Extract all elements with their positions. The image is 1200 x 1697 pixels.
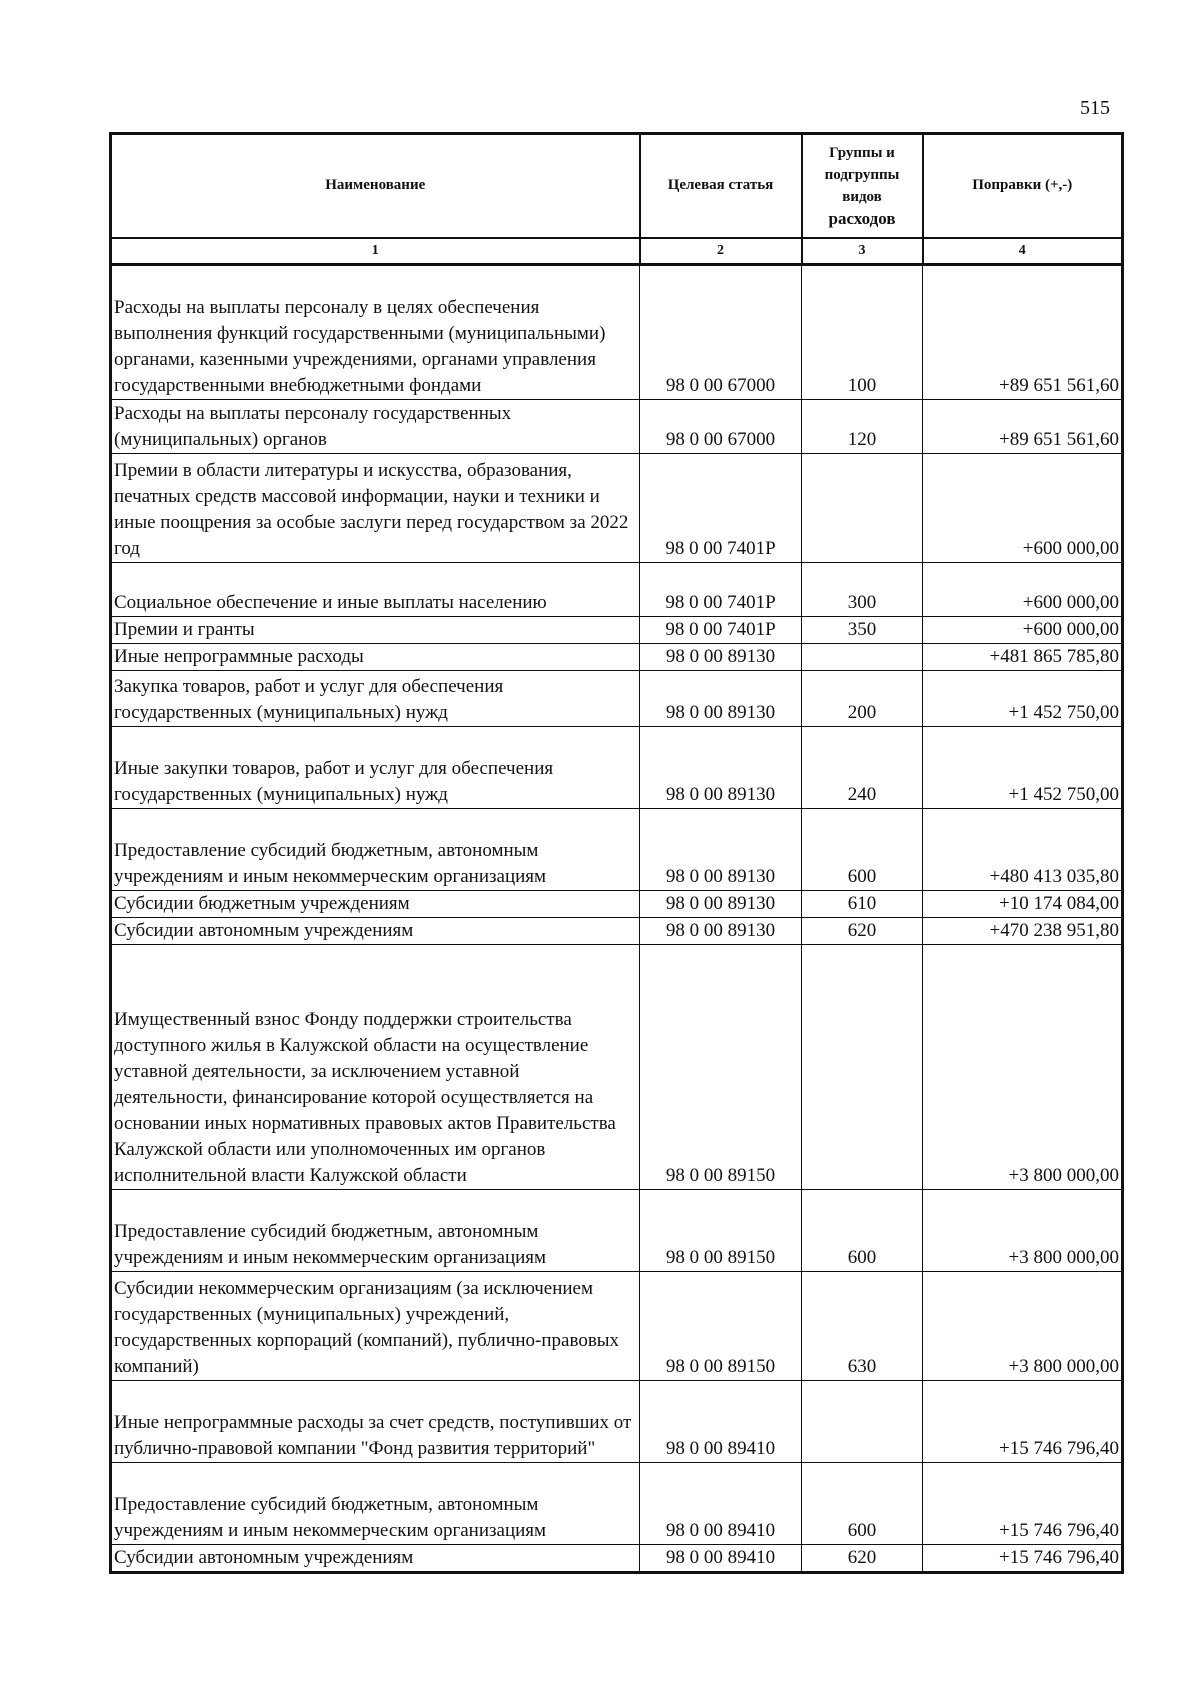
column-number: 2 [640,238,802,265]
row-amount: +89 651 561,60 [923,399,1123,453]
table-row [111,643,1123,670]
row-amount: +470 238 951,80 [923,917,1123,944]
row-code: 98 0 00 67000 [640,399,802,453]
table-row [111,944,1123,1189]
row-name: Социальное обеспечение и иные выплаты населению [111,562,640,616]
row-name: Предоставление субсидий бюджетным, автономным учреждениям и иным некоммерческим организациям [111,1462,640,1544]
row-name: Премии в области литературы и искусства, образования, печатных средств массовой информации, науки и техники и иные поощрения за особые заслуги перед государством за 2022 год [111,453,640,562]
row-code: 98 0 00 89410 [640,1544,802,1572]
row-name: Предоставление субсидий бюджетным, автономным учреждениям и иным некоммерческим организациям [111,1189,640,1271]
row-code: 98 0 00 89130 [640,890,802,917]
table-row [111,1271,1123,1380]
row-group: 620 [802,1544,923,1572]
row-code: 98 0 00 89410 [640,1380,802,1462]
table-row [111,562,1123,616]
row-code: 98 0 00 89130 [640,917,802,944]
row-amount: +480 413 035,80 [923,808,1123,890]
row-amount: +3 800 000,00 [923,1189,1123,1271]
column-number: 3 [802,238,923,265]
column-number: 4 [923,238,1123,265]
table-row [111,1380,1123,1462]
row-name: Премии и гранты [111,616,640,643]
row-amount: +600 000,00 [923,562,1123,616]
row-amount: +3 800 000,00 [923,944,1123,1189]
row-name: Иные непрограммные расходы [111,643,640,670]
row-code: 98 0 00 7401P [640,616,802,643]
row-code: 98 0 00 89130 [640,670,802,726]
row-code: 98 0 00 89130 [640,726,802,808]
table-header-row [111,134,1123,238]
row-group: 600 [802,1189,923,1271]
table-row [111,726,1123,808]
row-code: 98 0 00 89150 [640,1271,802,1380]
row-name: Иные закупки товаров, работ и услуг для обеспечения государственных (муниципальных) нужд [111,726,640,808]
row-name: Субсидии бюджетным учреждениям [111,890,640,917]
header-amount: Поправки (+,-) [923,134,1123,238]
row-amount: +1 452 750,00 [923,670,1123,726]
header-group-line: Группы и [829,144,895,161]
row-name: Предоставление субсидий бюджетным, автономным учреждениям и иным некоммерческим организациям [111,808,640,890]
row-group: 610 [802,890,923,917]
row-amount: +10 174 084,00 [923,890,1123,917]
row-group: 600 [802,1462,923,1544]
row-group: 200 [802,670,923,726]
row-amount: +481 865 785,80 [923,643,1123,670]
table-row [111,1189,1123,1271]
row-code: 98 0 00 89130 [640,643,802,670]
row-amount: +3 800 000,00 [923,1271,1123,1380]
table-row [111,670,1123,726]
page-number: 515 [1080,97,1110,119]
row-amount: +15 746 796,40 [923,1380,1123,1462]
row-group: 600 [802,808,923,890]
column-number-row [111,238,1123,265]
row-code: 98 0 00 67000 [640,264,802,399]
header-name: Наименование [111,134,640,238]
row-group: 350 [802,616,923,643]
row-group: 120 [802,399,923,453]
row-code: 98 0 00 89410 [640,1462,802,1544]
table-row [111,453,1123,562]
row-group: 240 [802,726,923,808]
budget-table [109,132,1124,1574]
row-amount: +600 000,00 [923,453,1123,562]
table-row [111,399,1123,453]
row-group: 300 [802,562,923,616]
row-name: Имущественный взнос Фонду поддержки строительства доступного жилья в Калужской области на осуществление уставной деятельности, за исключением уставной деятельности, финансирование которой осуществляется на основании иных нормативных правовых актов Правительства Калужской области или уполномоченных им органов исполнительной власти Калужской области [111,944,640,1189]
row-name: Субсидии некоммерческим организациям (за исключением государственных (муниципальных) учреждений, государственных корпораций (компаний), публично-правовых компаний) [111,1271,640,1380]
row-name: Иные непрограммные расходы за счет средств, поступивших от публично-правовой компании "Фонд развития территорий" [111,1380,640,1462]
table-row [111,1462,1123,1544]
header-group-line: видов [842,188,882,205]
row-group: 630 [802,1271,923,1380]
table-row [111,890,1123,917]
row-name: Расходы на выплаты персоналу государственных (муниципальных) органов [111,399,640,453]
row-amount: +15 746 796,40 [923,1462,1123,1544]
table-row [111,264,1123,399]
row-code: 98 0 00 7401P [640,562,802,616]
row-amount: +1 452 750,00 [923,726,1123,808]
row-amount: +600 000,00 [923,616,1123,643]
row-name: Субсидии автономным учреждениям [111,1544,640,1572]
row-group: 620 [802,917,923,944]
table-row [111,917,1123,944]
row-amount: +89 651 561,60 [923,264,1123,399]
header-group-line: подгруппы [824,166,900,183]
row-code: 98 0 00 7401P [640,453,802,562]
row-name: Субсидии автономным учреждениям [111,917,640,944]
table-row [111,616,1123,643]
row-code: 98 0 00 89130 [640,808,802,890]
row-name: Закупка товаров, работ и услуг для обеспечения государственных (муниципальных) нужд [111,670,640,726]
header-code: Целевая статья [640,134,802,238]
header-group-line: расходов [828,208,896,228]
header-group [802,134,923,238]
row-group [802,944,923,1189]
row-code: 98 0 00 89150 [640,944,802,1189]
row-group: 100 [802,264,923,399]
row-code: 98 0 00 89150 [640,1189,802,1271]
row-group [802,453,923,562]
row-name: Расходы на выплаты персоналу в целях обеспечения выполнения функций государственными (муниципальными) органами, казенными учреждениями, органами управления государственными внебюджетными фондами [111,264,640,399]
table-row [111,808,1123,890]
row-group [802,643,923,670]
row-group [802,1380,923,1462]
column-number: 1 [111,238,640,265]
table-row [111,1544,1123,1572]
row-amount: +15 746 796,40 [923,1544,1123,1572]
